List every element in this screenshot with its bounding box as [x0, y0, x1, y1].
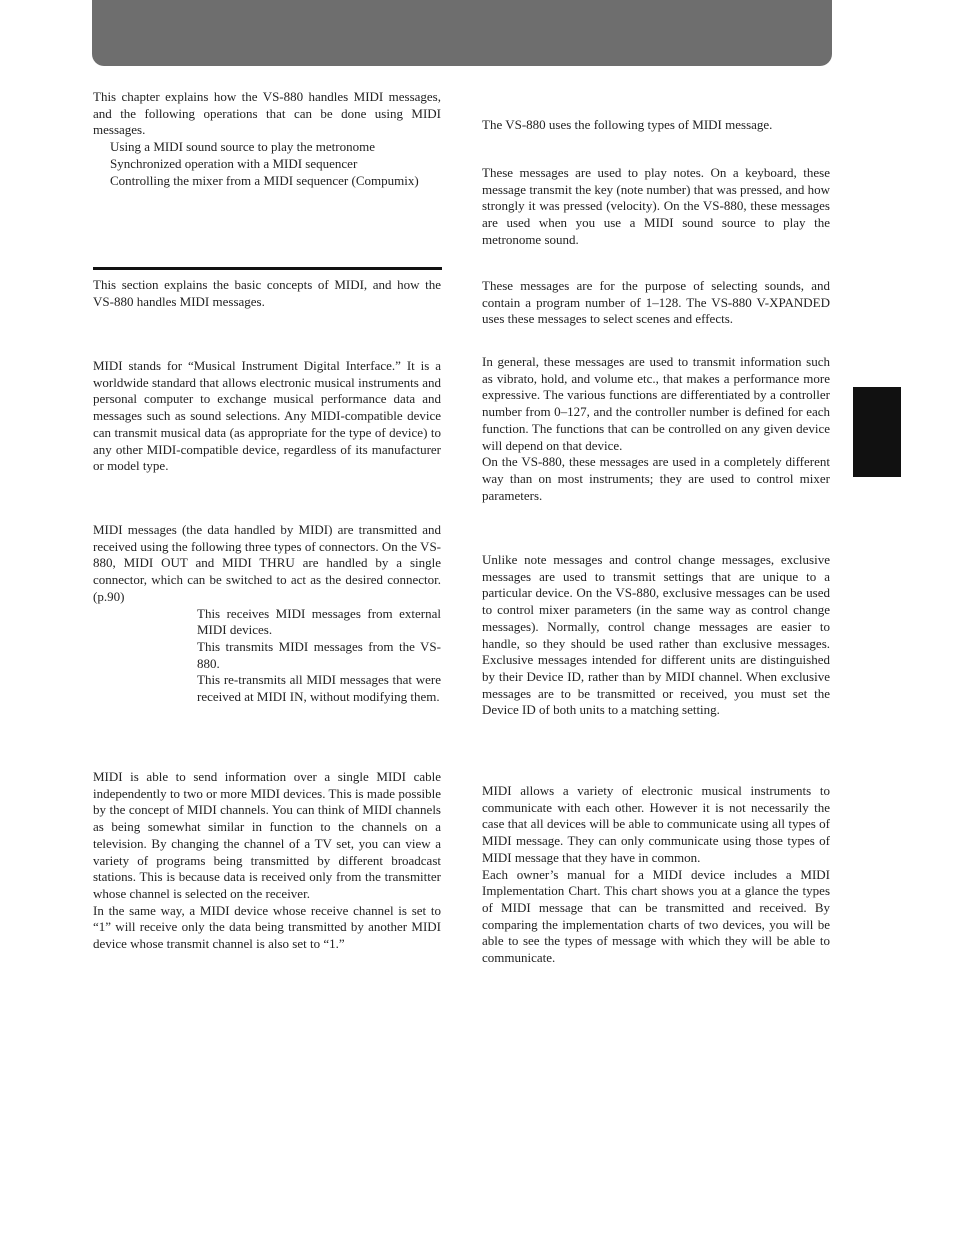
section-intro-paragraph: This section explains the basic concepts of MIDI, and how the VS-880 handles MIDI messages. — [93, 277, 441, 309]
exclusive-paragraph: Unlike note messages and control change messages, exclusive messages are used to transmit settings that are unique to a particular device. On the VS-880, exclusive messages can be used to control mixer parameters (in the same way as control change messages). Normally, control change messages are easier to handle, so they should be used rather than exclusive messages. Exclusive messages intended for different units are distinguished by their Device ID, rather than by MIDI channel. When exclusive messages are to be transmitted or received, you must set the Device ID of both units to a matching setting. — [482, 552, 830, 718]
exclusive-block — [482, 552, 830, 719]
connector-midi-thru: This re-transmits all MIDI messages that were received at MIDI IN, without modifying them. — [197, 672, 441, 705]
channels-block — [93, 769, 441, 953]
program-change-block — [482, 278, 830, 328]
types-intro-paragraph: The VS-880 uses the following types of MIDI message. — [482, 117, 773, 132]
what-is-midi-block — [93, 358, 441, 475]
section-intro-block — [93, 277, 441, 310]
implementation-paragraph-2: Each owner’s manual for a MIDI device includes a MIDI Implementation Chart. This chart shows you at a glance the types of MIDI message that can be transmitted and received. By comparing the implementation charts of two devices, you will be able to see the types of message with which they will be able to communicate. — [482, 866, 830, 966]
section-rule — [93, 267, 442, 270]
control-change-block — [482, 354, 830, 504]
control-change-paragraph-2: On the VS-880, these messages are used in a completely different way than on most instruments; they are used to control mixer parameters. — [482, 454, 830, 503]
connector-midi-in: This receives MIDI messages from external MIDI devices. — [197, 605, 441, 638]
chapter-side-tab — [853, 387, 901, 477]
intro-block — [93, 89, 441, 189]
intro-paragraph: This chapter explains how the VS-880 handles MIDI messages, and the following operations that can be done using MIDI messages. — [93, 89, 441, 138]
types-intro-block — [482, 117, 830, 134]
control-change-paragraph-1: In general, these messages are used to transmit information such as vibrato, hold, and volume etc., that makes a performance more expressive. The various functions are differentiated by a controller number from 0–127, and the controller number is defined for each function. The functions that can be controlled on any given device will depend on that device. — [482, 354, 830, 453]
what-is-midi-paragraph: MIDI stands for “Musical Instrument Digital Interface.” It is a worldwide standard that allows electronic musical instruments and personal computer to exchange musical performance data and messages such as sound selections. Any MIDI-compatible device can transmit musical data (as appropriate for the type of device) to any other MIDI-compatible device, regardless of its manufacturer or model type. — [93, 358, 441, 474]
program-change-paragraph: These messages are for the purpose of selecting sounds, and contain a program number of 1–128. The VS-880 V-XPANDED uses these messages to select scenes and effects. — [482, 278, 830, 327]
connectors-block — [93, 522, 441, 706]
chapter-header-bar — [92, 0, 832, 66]
note-messages-paragraph: These messages are used to play notes. On a keyboard, these message transmit the key (note number) that was pressed, and how strongly it was pressed (velocity). On the VS-880, these messages are used when you use a MIDI sound source to play the metronome sound. — [482, 165, 830, 247]
intro-list-item: Controlling the mixer from a MIDI sequencer (Compumix) — [110, 172, 419, 188]
implementation-paragraph-1: MIDI allows a variety of electronic musical instruments to communicate with each other. However it is not necessarily the case that all devices will be able to communicate using all types of MIDI message. They can only communicate using those types of MIDI message that they have in common. — [482, 783, 830, 865]
connectors-paragraph: MIDI messages (the data handled by MIDI) are transmitted and received using the following three types of connectors. On the VS-880, MIDI OUT and MIDI THRU are handled by a single connector, which can be switched to act as the desired connector. (p.90) — [93, 522, 441, 604]
implementation-block — [482, 783, 830, 967]
intro-list-item: Using a MIDI sound source to play the metronome — [110, 139, 376, 155]
channels-paragraph-2: In the same way, a MIDI device whose receive channel is set to “1” will receive only the data being transmitted by another MIDI device whose transmit channel is also set to “1.” — [93, 902, 441, 952]
channels-paragraph-1: MIDI is able to send information over a single MIDI cable independently to two or more MIDI devices. This is made possible by the concept of MIDI channels. You can think of MIDI channels as being somewhat similar in function to the channels on a television. By changing the channel of a TV set, you can view a variety of programs being transmitted by different broadcast stations. This is because data is received only from the transmitter whose channel is selected on the receiver. — [93, 769, 441, 901]
note-messages-block — [482, 165, 830, 249]
intro-list — [93, 139, 441, 189]
connector-midi-out: This transmits MIDI messages from the VS-880. — [197, 638, 441, 671]
intro-list-item: Synchronized operation with a MIDI sequencer — [110, 155, 358, 171]
